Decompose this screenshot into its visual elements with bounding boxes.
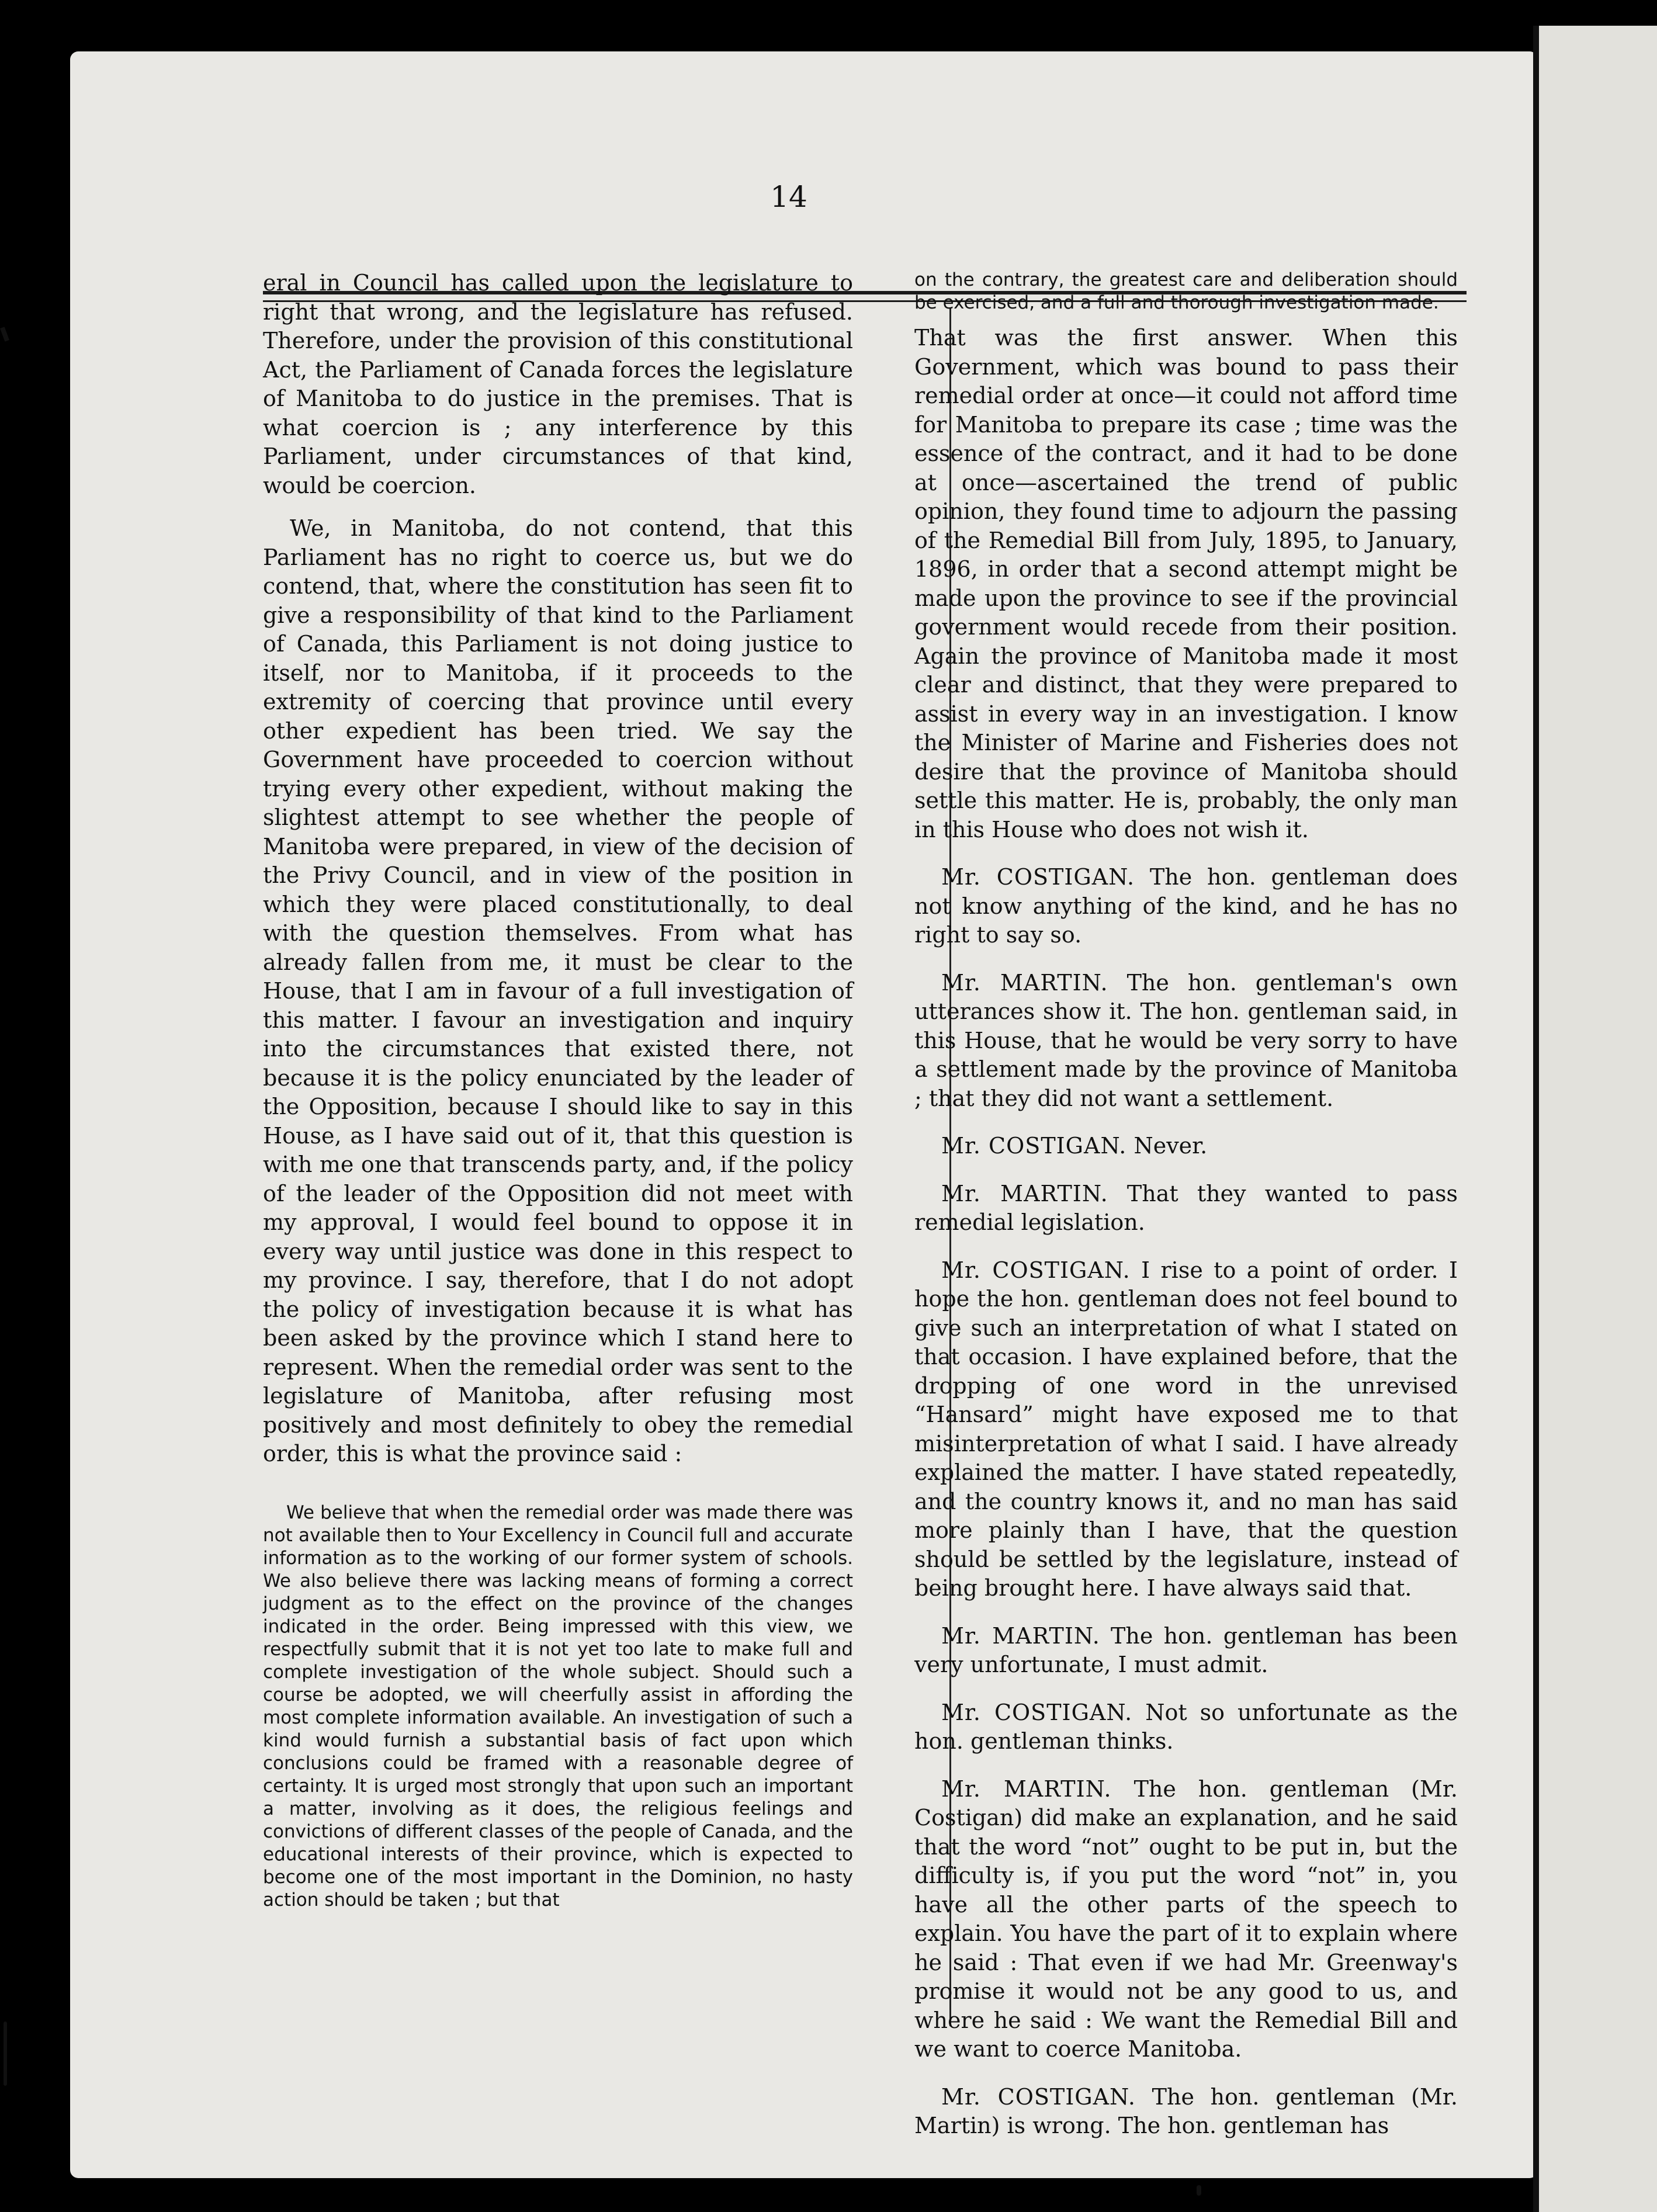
paragraph: eral in Council has called upon the legislature to right that wrong, and the legislature has refused. Therefore, under the provision of this constitutional Act, the Parliament of Canada forces the legislature of Manitoba to do justice in the premises. That is what coercion is ; any interference by this Parliament, under circumstances of that kind, would be coercion. — [263, 270, 853, 498]
speech-text: That they wanted to pass remedial legislation. — [914, 1180, 1458, 1235]
speech-paragraph — [914, 1132, 1458, 1161]
block-quote-continuation: on the contrary, the greatest care and deliberation should be exercised, and a full and thorough investigation made. — [914, 269, 1458, 313]
scan-mark — [1197, 2185, 1201, 2196]
paragraph: That was the first answer. When this Government, which was bound to pass their remedial order at once—it could not afford time for Manitoba to prepare its case ; time was the essence of the contract, and it had to be done at once—ascertained the trend of public opinion, they found time to adjourn the passing of the Remedial Bill from July, 1895, to January, 1896, in order that a second attempt might be made upon the province to see if the provincial government would recede from their position. Again the province of Manitoba made it most clear and distinct, that they were prepared to assist in every way in an investigation. I know the Minister of Marine and Fisheries does not desire that the province of Manitoba should settle this matter. He is, probably, the only man in this House who does not wish it. — [914, 325, 1458, 842]
block-quote: We believe that when the remedial order was made there was not available then to Your Excellency in Council full and accurate information as to the working of our former system of schools. We also believe there was lacking means of forming a correct judgment as to the effect on the province of the changes indicated in the order. Being impressed with this view, we respectfully submit that it is not yet too late to make full and complete investigation of the whole subject. Should such a course be adopted, we will cheerfully assist in affording the most complete information available. An investigation of such a kind would furnish a substantial basis of fact upon which conclusions could be framed with a reasonable degree of certainty. It is urged most strongly that upon such an important a matter, involving as it does, the religious feelings and convictions of different classes of the people of Canada, and the educational interests of their province, which is expected to become one of the most important in the Dominion, no hasty action should be taken ; but that — [263, 1502, 853, 1911]
speech-paragraph — [914, 863, 1458, 950]
speech-text: The hon. gentleman (Mr. Costigan) did make an explanation, and he said that the word “not” ought to be put in, but the difficulty is, if you put the word “not” in, you have all the other parts of the speech to explain. You have the part of it to explain where he said : That even if we had Mr. Greenway's promise it would not be any good to us, and where he said : We want the Remedial Bill and we want to coerce Manitoba. — [914, 1776, 1458, 2062]
speaker-name: Mr. COSTIGAN. — [941, 864, 1135, 890]
debate-exchanges — [914, 863, 1458, 2141]
speaker-name: Mr. COSTIGAN. — [941, 2083, 1136, 2110]
speech-paragraph — [914, 969, 1458, 1114]
speech-paragraph — [914, 2083, 1458, 2141]
speech-text: Not so unfortunate as the hon. gentleman thinks. — [914, 1699, 1458, 1754]
speech-paragraph — [914, 1256, 1458, 1603]
paragraph: We, in Manitoba, do not contend, that this Parliament has no right to coerce us, but we do contend, that, where the constitution has seen fit to give a responsibility of that kind to the Parliament of Canada, this Parliament is not doing justice to itself, nor to Manitoba, if it proceeds to the extremity of coercing that province until every other expedient has been tried. We say the Government have proceeded to coercion without trying every other expedient, without making the slightest attempt to see whether the people of Manitoba were prepared, in view of the decision of the Privy Council, and in view of the position in which they were placed constitutionally, to deal with the question themselves. From what has already fallen from me, it must be clear to the House, that I am in favour of a full investigation of this matter. I favour an investigation and inquiry into the circumstances that existed there, not because it is the policy enunciated by the leader of the Opposition, because I should like to say in this House, as I have said out of it, that this question is with me one that transcends party, and, if the policy of the leader of the Opposition did not meet with my approval, I would feel bound to oppose it in every way until justice was done in this respect to my province. I say, therefore, that I do not adopt the policy of investigation because it is what has been asked by the province which I stand here to represent. When the remedial order was sent to the legislature of Manitoba, after refusing most positively and most definitely to obey the remedial order, this is what the province said : — [263, 515, 853, 1466]
speech-text: Never. — [1133, 1133, 1208, 1159]
speech-text: The hon. gentleman does not know anything of the kind, and he has no right to say so. — [914, 864, 1458, 948]
speech-text: The hon. gentleman (Mr. Martin) is wrong. The hon. gentleman has — [914, 2083, 1458, 2138]
speech-text: I rise to a point of order. I hope the hon. gentleman does not feel bound to give such an interpretation of what I stated on that occasion. I have explained before, that the dropping of one word in the unrevised “Hansard” might have exposed me to that misinterpretation of what I said. I have already explained the matter. I have stated repeatedly, and the country knows it, and no man has said more plainly than I have, that the question should be settled by the legislature, instead of being brought here. I have always said that. — [914, 1257, 1458, 1601]
scan-mark — [4, 2022, 7, 2086]
adjacent-page-edge — [1533, 26, 1657, 2212]
speaker-name: Mr. COSTIGAN. — [941, 1699, 1133, 1725]
left-column — [263, 269, 853, 1921]
speaker-name: Mr. MARTIN. — [941, 1776, 1112, 1802]
speaker-name: Mr. MARTIN. — [941, 969, 1108, 996]
speech-text: The hon. gentleman has been very unfortunate, I must admit. — [914, 1622, 1458, 1677]
speaker-name: Mr. COSTIGAN. — [941, 1133, 1127, 1159]
speech-paragraph — [914, 1180, 1458, 1237]
speech-paragraph — [914, 1698, 1458, 1756]
speaker-name: Mr. MARTIN. — [941, 1622, 1100, 1649]
scan-mark — [0, 327, 9, 341]
right-column — [914, 269, 1458, 2159]
speech-paragraph — [914, 1775, 1458, 2064]
speaker-name: Mr. COSTIGAN. — [941, 1257, 1131, 1283]
speech-text: The hon. gentleman's own utterances show it. The hon. gentleman said, in this House, that he would be very sorry to have a settlement made by the province of Manitoba ; that they did not want a settlement. — [914, 969, 1458, 1111]
speaker-name: Mr. MARTIN. — [941, 1180, 1108, 1206]
speech-paragraph — [914, 1622, 1458, 1680]
page-number: 14 — [770, 180, 807, 214]
